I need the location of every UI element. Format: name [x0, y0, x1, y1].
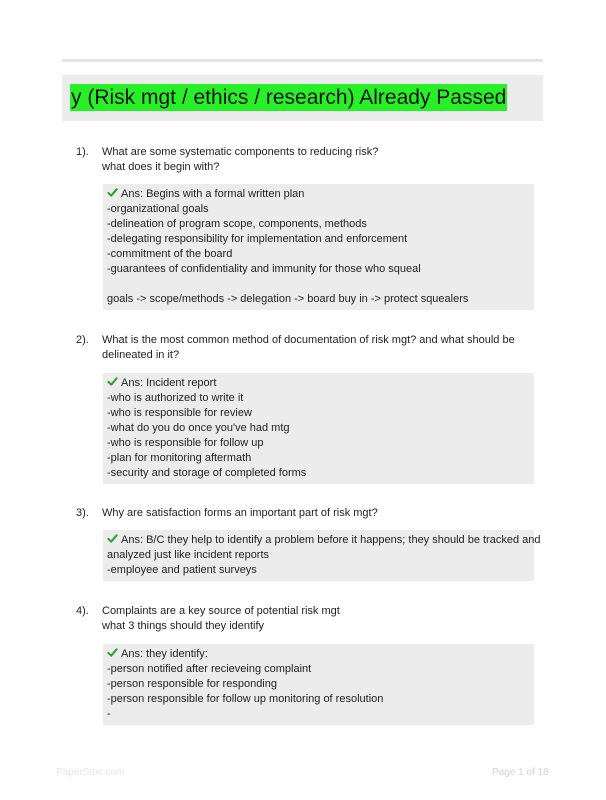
question-number: 4).	[76, 605, 89, 617]
check-icon	[107, 376, 118, 387]
question-line: what does it begin with?	[102, 161, 220, 173]
answer-line	[107, 647, 530, 662]
answer-line: -what do you do once you've had mtg	[107, 422, 290, 434]
answer-line: -delegating responsibility for implementation and enforcement	[107, 233, 408, 245]
title-banner	[62, 75, 543, 121]
answer-line: -plan for monitoring aftermath	[107, 452, 252, 464]
answer-line-text: Ans: Begins with a formal written plan	[121, 188, 305, 200]
answer-line	[107, 187, 530, 202]
answer-line: -person notified after recieveing complaint	[107, 663, 312, 675]
answer-line: -who is authorized to write it	[107, 392, 244, 404]
question-text	[102, 145, 532, 175]
question-line: delineated in it?	[102, 349, 180, 361]
answer-line: -who is responsible for review	[107, 407, 252, 419]
answer-line	[107, 533, 541, 548]
answer-line: goals -> scope/methods -> delegation -> board buy in -> protect squealers	[107, 293, 469, 305]
top-divider	[62, 59, 543, 62]
question-line: what 3 things should they identify	[102, 620, 265, 632]
answer-line: analyzed just like incident reports	[107, 549, 270, 561]
answer-line: -who is responsible for follow up	[107, 437, 264, 449]
question-number: 2).	[76, 334, 89, 346]
answer-line	[107, 277, 530, 292]
answer-line	[107, 376, 530, 391]
page-title: y (Risk mgt / ethics / research) Already Passed	[71, 86, 507, 109]
question-line: Complaints are a key source of potential risk mgt	[102, 605, 340, 617]
question-text	[102, 604, 532, 634]
answer-line: -guarantees of confidentiality and immunity for those who squeal	[107, 263, 421, 275]
answer-box	[103, 644, 534, 725]
answer-line-text: Ans: they identify:	[121, 648, 208, 660]
answer-line: -person responsible for follow up monitoring of resolution	[107, 693, 384, 705]
question-text	[102, 506, 532, 521]
answer-line: -employee and patient surveys	[107, 564, 257, 576]
question-line: Why are satisfaction forms an important part of risk mgt?	[102, 507, 378, 519]
footer-watermark: PaperStbc.com	[56, 767, 125, 778]
answer-line: -security and storage of completed forms	[107, 467, 307, 479]
answer-line: -delineation of program scope, components, methods	[107, 218, 367, 230]
check-icon	[107, 533, 118, 544]
answer-line-text: Ans: Incident report	[121, 377, 217, 389]
check-icon	[107, 647, 118, 658]
question-text	[102, 333, 532, 363]
answer-box	[103, 184, 534, 310]
answer-line: -commitment of the board	[107, 248, 233, 260]
answer-line: -organizational goals	[107, 203, 209, 215]
question-line: What is the most common method of documentation of risk mgt? and what should be	[102, 334, 515, 346]
question-number: 1).	[76, 146, 89, 158]
check-icon	[107, 187, 118, 198]
question-number: 3).	[76, 507, 89, 519]
answer-box	[103, 530, 541, 581]
answer-line-text: Ans: B/C they help to identify a problem before it happens; they should be tracked and	[121, 534, 541, 546]
page-number: Page 1 of 18	[492, 767, 549, 778]
question-line: What are some systematic components to reducing risk?	[102, 146, 379, 158]
answer-line: -	[107, 708, 111, 720]
answer-box	[103, 373, 534, 484]
answer-line: -person responsible for responding	[107, 678, 277, 690]
